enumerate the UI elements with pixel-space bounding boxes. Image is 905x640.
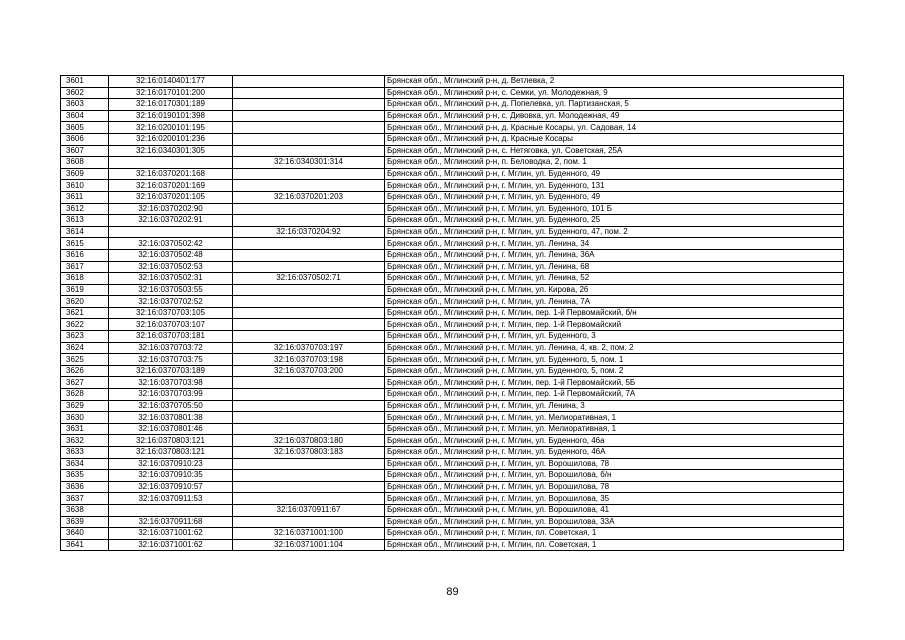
row-number: 3631	[61, 423, 109, 435]
row-number: 3621	[61, 307, 109, 319]
object-address: Брянская обл., Мглинский р-н, г. Мглин, ул. Буденного, 5, пом. 1	[385, 354, 844, 366]
object-cadastral-number	[233, 99, 385, 111]
object-cadastral-number: 32:16:0370703:197	[233, 342, 385, 354]
row-number: 3628	[61, 389, 109, 401]
object-cadastral-number	[233, 145, 385, 157]
object-cadastral-number	[233, 180, 385, 192]
object-address: Брянская обл., Мглинский р-н, г. Мглин, пер. 1-й Первомайский, 5Б	[385, 377, 844, 389]
table-row	[61, 354, 844, 366]
row-number: 3609	[61, 168, 109, 180]
land-cadastral-number: 32:16:0370703:99	[109, 389, 233, 401]
row-number: 3610	[61, 180, 109, 192]
row-number: 3622	[61, 319, 109, 331]
object-address: Брянская обл., Мглинский р-н, г. Мглин, ул. Буденного, 46а	[385, 435, 844, 447]
row-number: 3637	[61, 493, 109, 505]
land-cadastral-number	[109, 504, 233, 516]
land-cadastral-number	[109, 157, 233, 169]
object-address: Брянская обл., Мглинский р-н, д. Попелевка, ул. Партизанская, 5	[385, 99, 844, 111]
object-cadastral-number	[233, 76, 385, 88]
land-cadastral-number: 32:16:0370705:50	[109, 400, 233, 412]
object-address: Брянская обл., Мглинский р-н, г. Мглин, ул. Мелиоративная, 1	[385, 423, 844, 435]
object-cadastral-number	[233, 307, 385, 319]
land-cadastral-number: 32:16:0170301:189	[109, 99, 233, 111]
object-address: Брянская обл., Мглинский р-н, с. Дивовка, ул. Молодежная, 49	[385, 110, 844, 122]
object-cadastral-number: 32:16:0370703:198	[233, 354, 385, 366]
table-row	[61, 389, 844, 401]
object-cadastral-number: 32:16:0371001:104	[233, 539, 385, 551]
row-number: 3606	[61, 133, 109, 145]
land-cadastral-number: 32:16:0371001:62	[109, 528, 233, 540]
object-address: Брянская обл., Мглинский р-н, г. Мглин, ул. Мелиоративная, 1	[385, 412, 844, 424]
land-cadastral-number: 32:16:0370202:90	[109, 203, 233, 215]
land-cadastral-number: 32:16:0370703:75	[109, 354, 233, 366]
object-cadastral-number	[233, 319, 385, 331]
object-address: Брянская обл., Мглинский р-н, г. Мглин, пер. 1-й Первомайский, б/н	[385, 307, 844, 319]
object-cadastral-number	[233, 423, 385, 435]
object-address: Брянская обл., Мглинский р-н, г. Мглин, пер. 1-й Первомайский, 7А	[385, 389, 844, 401]
object-cadastral-number	[233, 168, 385, 180]
object-cadastral-number	[233, 377, 385, 389]
object-address: Брянская обл., Мглинский р-н, г. Мглин, ул. Ворошилова, 78	[385, 458, 844, 470]
land-cadastral-number: 32:16:0340301:305	[109, 145, 233, 157]
table-row	[61, 273, 844, 285]
row-number: 3630	[61, 412, 109, 424]
object-cadastral-number	[233, 284, 385, 296]
land-cadastral-number: 32:16:0370910:35	[109, 470, 233, 482]
row-number: 3641	[61, 539, 109, 551]
row-number: 3620	[61, 296, 109, 308]
land-cadastral-number: 32:16:0200101:236	[109, 133, 233, 145]
object-cadastral-number	[233, 238, 385, 250]
table-row	[61, 122, 844, 134]
land-cadastral-number: 32:16:0370910:57	[109, 481, 233, 493]
object-address: Брянская обл., Мглинский р-н, г. Мглин, ул. Ленина, 52	[385, 273, 844, 285]
land-cadastral-number: 32:16:0170101:200	[109, 87, 233, 99]
table-row	[61, 238, 844, 250]
land-cadastral-number: 32:16:0370703:105	[109, 307, 233, 319]
table-row	[61, 226, 844, 238]
object-cadastral-number	[233, 203, 385, 215]
land-cadastral-number: 32:16:0370703:189	[109, 365, 233, 377]
object-address: Брянская обл., Мглинский р-н, г. Мглин, ул. Ленина, 3	[385, 400, 844, 412]
row-number: 3624	[61, 342, 109, 354]
table-row	[61, 539, 844, 551]
land-cadastral-number: 32:16:0370702:52	[109, 296, 233, 308]
table-row	[61, 307, 844, 319]
object-address: Брянская обл., Мглинский р-н, г. Мглин, ул. Буденного, 47, пом. 2	[385, 226, 844, 238]
object-address: Брянская обл., Мглинский р-н, г. Мглин, ул. Ворошилова, 33А	[385, 516, 844, 528]
row-number: 3616	[61, 249, 109, 261]
object-cadastral-number: 32:16:0370803:183	[233, 447, 385, 459]
table-row	[61, 504, 844, 516]
object-address: Брянская обл., Мглинский р-н, д. Ветлевка, 2	[385, 76, 844, 88]
property-register-table	[60, 75, 844, 551]
object-address: Брянская обл., Мглинский р-н, д. Красные Косары, ул. Садовая, 14	[385, 122, 844, 134]
object-cadastral-number: 32:16:0370204:92	[233, 226, 385, 238]
object-cadastral-number	[233, 122, 385, 134]
land-cadastral-number: 32:16:0370703:98	[109, 377, 233, 389]
table-row	[61, 331, 844, 343]
land-cadastral-number: 32:16:0370803:121	[109, 447, 233, 459]
land-cadastral-number: 32:16:0370201:105	[109, 191, 233, 203]
table-row	[61, 458, 844, 470]
object-cadastral-number: 32:16:0370201:203	[233, 191, 385, 203]
table-row	[61, 516, 844, 528]
object-cadastral-number	[233, 493, 385, 505]
object-address: Брянская обл., Мглинский р-н, г. Мглин, ул. Кирова, 26	[385, 284, 844, 296]
land-cadastral-number: 32:16:0370801:38	[109, 412, 233, 424]
land-cadastral-number: 32:16:0370502:42	[109, 238, 233, 250]
table-row	[61, 447, 844, 459]
table-row	[61, 435, 844, 447]
row-number: 3614	[61, 226, 109, 238]
table-row	[61, 296, 844, 308]
object-cadastral-number	[233, 458, 385, 470]
row-number: 3601	[61, 76, 109, 88]
table-row	[61, 261, 844, 273]
table-row	[61, 180, 844, 192]
land-cadastral-number: 32:16:0370502:53	[109, 261, 233, 273]
object-cadastral-number	[233, 87, 385, 99]
object-address: Брянская обл., Мглинский р-н, г. Мглин, ул. Ленина, 4, кв. 2, пом. 2	[385, 342, 844, 354]
land-cadastral-number: 32:16:0370801:46	[109, 423, 233, 435]
land-cadastral-number: 32:16:0370503:55	[109, 284, 233, 296]
object-cadastral-number	[233, 470, 385, 482]
table-row	[61, 168, 844, 180]
table-row	[61, 412, 844, 424]
land-cadastral-number: 32:16:0370202:91	[109, 215, 233, 227]
row-number: 3605	[61, 122, 109, 134]
object-address: Брянская обл., Мглинский р-н, с. Семки, ул. Молодежная, 9	[385, 87, 844, 99]
object-cadastral-number: 32:16:0370803:180	[233, 435, 385, 447]
object-cadastral-number	[233, 331, 385, 343]
land-cadastral-number: 32:16:0370910:23	[109, 458, 233, 470]
row-number: 3604	[61, 110, 109, 122]
row-number: 3627	[61, 377, 109, 389]
object-cadastral-number	[233, 481, 385, 493]
object-cadastral-number	[233, 261, 385, 273]
row-number: 3611	[61, 191, 109, 203]
table-row	[61, 249, 844, 261]
land-cadastral-number: 32:16:0370911:53	[109, 493, 233, 505]
table-row	[61, 133, 844, 145]
row-number: 3632	[61, 435, 109, 447]
table-row	[61, 76, 844, 88]
object-address: Брянская обл., Мглинский р-н, г. Мглин, ул. Буденного, 5, пом. 2	[385, 365, 844, 377]
row-number: 3608	[61, 157, 109, 169]
land-cadastral-number: 32:16:0370201:168	[109, 168, 233, 180]
object-cadastral-number	[233, 296, 385, 308]
object-address: Брянская обл., Мглинский р-н, г. Мглин, ул. Ворошилова, б/н	[385, 470, 844, 482]
row-number: 3603	[61, 99, 109, 111]
object-cadastral-number	[233, 215, 385, 227]
row-number: 3613	[61, 215, 109, 227]
object-address: Брянская обл., Мглинский р-н, г. Мглин, ул. Буденного, 3	[385, 331, 844, 343]
table-row	[61, 191, 844, 203]
land-cadastral-number	[109, 226, 233, 238]
object-address: Брянская обл., Мглинский р-н, г. Мглин, ул. Ленина, 36А	[385, 249, 844, 261]
row-number: 3636	[61, 481, 109, 493]
object-address: Брянская обл., Мглинский р-н, г. Мглин, ул. Ворошилова, 35	[385, 493, 844, 505]
object-address: Брянская обл., Мглинский р-н, г. Мглин, ул. Ленина, 68	[385, 261, 844, 273]
object-address: Брянская обл., Мглинский р-н, г. Мглин, ул. Буденного, 131	[385, 180, 844, 192]
object-address: Брянская обл., Мглинский р-н, г. Мглин, пер. 1-й Первомайский	[385, 319, 844, 331]
object-address: Брянская обл., Мглинский р-н, г. Мглин, ул. Буденного, 49	[385, 168, 844, 180]
land-cadastral-number: 32:16:0370911:68	[109, 516, 233, 528]
row-number: 3633	[61, 447, 109, 459]
table-row	[61, 470, 844, 482]
land-cadastral-number: 32:16:0370703:72	[109, 342, 233, 354]
row-number: 3623	[61, 331, 109, 343]
object-address: Брянская обл., Мглинский р-н, г. Мглин, ул. Ворошилова, 78	[385, 481, 844, 493]
object-address: Брянская обл., Мглинский р-н, г. Мглин, ул. Ленина, 34	[385, 238, 844, 250]
object-cadastral-number: 32:16:0370703:200	[233, 365, 385, 377]
object-address: Брянская обл., Мглинский р-н, г. Мглин, ул. Буденного, 49	[385, 191, 844, 203]
object-address: Брянская обл., Мглинский р-н, г. Мглин, ул. Буденного, 101 Б	[385, 203, 844, 215]
table-row	[61, 319, 844, 331]
table-row	[61, 342, 844, 354]
object-cadastral-number	[233, 389, 385, 401]
table-row	[61, 145, 844, 157]
object-cadastral-number	[233, 133, 385, 145]
object-address: Брянская обл., Мглинский р-н, г. Мглин, ул. Буденного, 46А	[385, 447, 844, 459]
row-number: 3634	[61, 458, 109, 470]
row-number: 3612	[61, 203, 109, 215]
object-address: Брянская обл., Мглинский р-н, г. Мглин, ул. Буденного, 25	[385, 215, 844, 227]
table-row	[61, 528, 844, 540]
land-cadastral-number: 32:16:0140401:177	[109, 76, 233, 88]
row-number: 3625	[61, 354, 109, 366]
object-address: Брянская обл., Мглинский р-н, с. Нетяговка, ул. Советская, 25А	[385, 145, 844, 157]
register-table-body	[61, 76, 844, 551]
object-cadastral-number	[233, 400, 385, 412]
row-number: 3615	[61, 238, 109, 250]
table-row	[61, 400, 844, 412]
object-address: Брянская обл., Мглинский р-н, п. Беловодка, 2, пом. 1	[385, 157, 844, 169]
object-cadastral-number	[233, 412, 385, 424]
table-row	[61, 203, 844, 215]
row-number: 3638	[61, 504, 109, 516]
object-address: Брянская обл., Мглинский р-н, г. Мглин, ул. Ленина, 7А	[385, 296, 844, 308]
object-address: Брянская обл., Мглинский р-н, д. Красные Косары	[385, 133, 844, 145]
page-number: 89	[446, 586, 459, 598]
land-cadastral-number: 32:16:0200101:195	[109, 122, 233, 134]
table-row	[61, 365, 844, 377]
table-row	[61, 110, 844, 122]
land-cadastral-number: 32:16:0370803:121	[109, 435, 233, 447]
object-cadastral-number	[233, 516, 385, 528]
table-row	[61, 99, 844, 111]
table-row	[61, 157, 844, 169]
land-cadastral-number: 32:16:0371001:62	[109, 539, 233, 551]
land-cadastral-number: 32:16:0370703:107	[109, 319, 233, 331]
land-cadastral-number: 32:16:0370502:31	[109, 273, 233, 285]
object-cadastral-number: 32:16:0371001:100	[233, 528, 385, 540]
row-number: 3619	[61, 284, 109, 296]
row-number: 3602	[61, 87, 109, 99]
table-row	[61, 284, 844, 296]
row-number: 3640	[61, 528, 109, 540]
object-cadastral-number: 32:16:0370502:71	[233, 273, 385, 285]
row-number: 3617	[61, 261, 109, 273]
table-row	[61, 423, 844, 435]
object-address: Брянская обл., Мглинский р-н, г. Мглин, пл. Советская, 1	[385, 539, 844, 551]
row-number: 3635	[61, 470, 109, 482]
land-cadastral-number: 32:16:0370201:169	[109, 180, 233, 192]
object-address: Брянская обл., Мглинский р-н, г. Мглин, ул. Ворошилова, 41	[385, 504, 844, 516]
object-cadastral-number: 32:16:0340301:314	[233, 157, 385, 169]
row-number: 3607	[61, 145, 109, 157]
row-number: 3629	[61, 400, 109, 412]
table-row	[61, 215, 844, 227]
row-number: 3639	[61, 516, 109, 528]
object-address: Брянская обл., Мглинский р-н, г. Мглин, пл. Советская, 1	[385, 528, 844, 540]
land-cadastral-number: 32:16:0370703:181	[109, 331, 233, 343]
object-cadastral-number	[233, 110, 385, 122]
land-cadastral-number: 32:16:0370502:48	[109, 249, 233, 261]
row-number: 3626	[61, 365, 109, 377]
table-row	[61, 377, 844, 389]
table-row	[61, 87, 844, 99]
object-cadastral-number	[233, 249, 385, 261]
table-row	[61, 493, 844, 505]
row-number: 3618	[61, 273, 109, 285]
table-row	[61, 481, 844, 493]
land-cadastral-number: 32:16:0190101:398	[109, 110, 233, 122]
object-cadastral-number: 32:16:0370911:67	[233, 504, 385, 516]
